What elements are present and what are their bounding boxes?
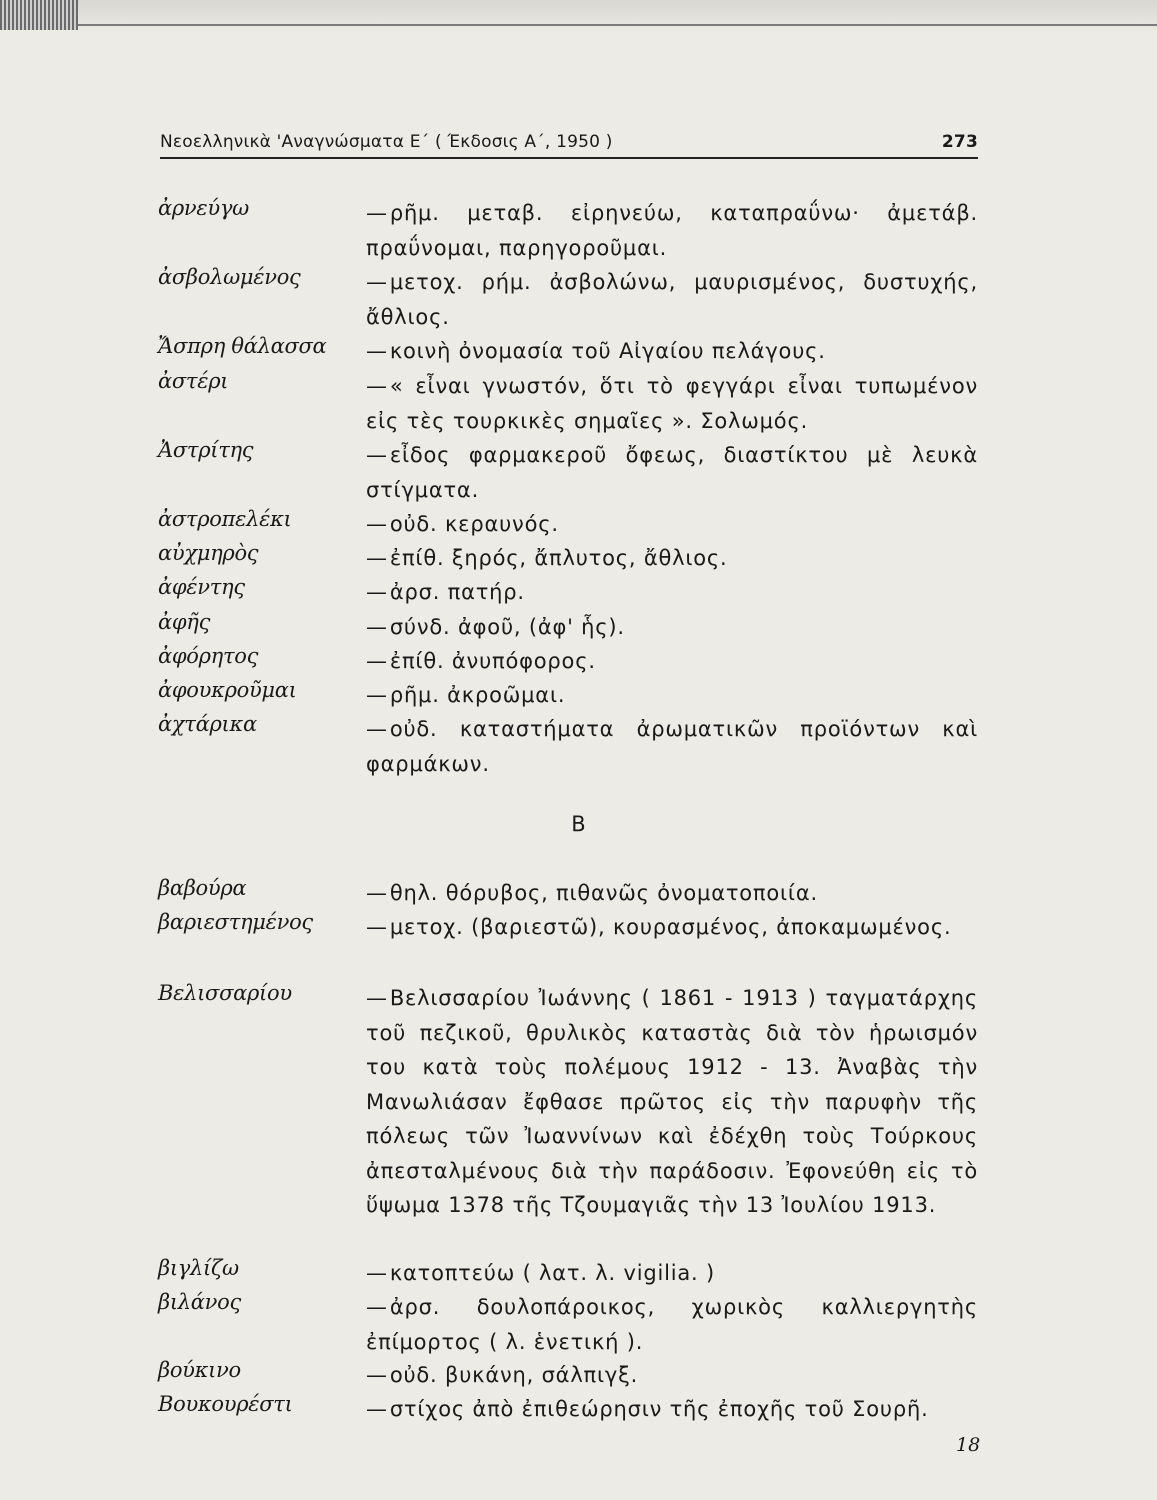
glossary-definition: —ἀρσ. πατήρ.: [366, 580, 525, 604]
book-spine-edge: [0, 0, 78, 30]
glossary-term: βαριεστημένος: [158, 910, 313, 934]
glossary-definition: —οὐδ. βυκάνη, σάλπιγξ.: [366, 1363, 639, 1387]
glossary-term: Βουκουρέστι: [158, 1392, 293, 1416]
glossary-term: βαβούρα: [158, 876, 247, 900]
glossary-definition: —στίχος ἀπὸ ἐπιθεώρησιν τῆς ἐποχῆς τοῦ Σουρῆ.: [366, 1397, 929, 1421]
header-rule: [160, 157, 978, 159]
scanned-page-top-edge: [0, 0, 1157, 34]
glossary-term: ἀφῆς: [158, 610, 211, 634]
glossary-term: Ἀστρίτης: [158, 438, 254, 462]
glossary-definition: —εἶδος φαρμακεροῦ ὄφεως, διαστίκτου μὲ λευκὰ στίγματα.: [366, 443, 978, 502]
glossary-definition: —« εἶναι γνωστόν, ὅτι τὸ φεγγάρι εἶναι τυπωμένον εἰς τὲς τουρκικὲς σημαῖες ». Σολωμός.: [366, 374, 978, 433]
glossary-term: ἀρνεύγω: [158, 196, 249, 220]
glossary-definition: —σύνδ. ἀφοῦ, (ἀφ' ἧς).: [366, 615, 625, 639]
glossary-definition: —ἀρσ. δουλοπάροικος, χωρικὸς καλλιεργητὴς ἐπίμορτος ( λ. ἑνετική ).: [366, 1295, 978, 1354]
glossary-term: ἀφόρητος: [158, 644, 259, 668]
running-header-title: Νεοελληνικὰ 'Αναγνώσματα Ε΄ ( Έκδοσις Α΄, 1950 ): [160, 132, 613, 152]
glossary-definition: —Βελισσαρίου Ἰωάννης ( 1861 - 1913 ) ταγματάρχης τοῦ πεζικοῦ, θρυλικὸς καταστὰς διὰ τὸν ἡρωισμόν του κατὰ τοὺς πολέμους 1912 - 13. Ἀναβὰς τὴν Μανωλιάσαν ἔφθασε πρῶτος εἰς τὴν παρυφὴν τῆς πόλεως τῶν Ἰωαννίνων καὶ ἐδέχθη τοὺς Τούρκους ἀπεσταλμένους διὰ τὴν παράδοσιν. Ἐφονεύθη εἰς τὸ ὕψωμα 1378 τῆς Τζουμαγιᾶς τὴν 13 Ἰουλίου 1913.: [366, 986, 978, 1217]
running-header: [160, 130, 978, 158]
glossary-term: βιγλίζω: [158, 1256, 239, 1280]
glossary-term: αὐχμηρὸς: [158, 541, 259, 565]
glossary-definition: —ρῆμ. ἀκροῶμαι.: [366, 683, 566, 707]
glossary-definition: —θηλ. θόρυβος, πιθανῶς ὀνοματοποιία.: [366, 881, 818, 905]
glossary-term: ἀχτάρικα: [158, 712, 257, 736]
glossary-definition: —οὐδ. καταστήματα ἀρωματικῶν προϊόντων καὶ φαρμάκων.: [366, 717, 978, 776]
glossary-definition: —κατοπτεύω ( λατ. λ. vigilia. ): [366, 1261, 715, 1285]
glossary-definition: —ἐπίθ. ξηρός, ἄπλυτος, ἄθλιος.: [366, 546, 728, 570]
glossary-term: βούκινο: [158, 1358, 241, 1382]
glossary-term: Ἄσπρη θάλασσα: [158, 334, 327, 358]
glossary-definition: —οὐδ. κεραυνός.: [366, 512, 559, 536]
section-letter: Β: [571, 812, 586, 836]
glossary-term: ἀσβολωμένος: [158, 265, 301, 289]
glossary-term: ἀφέντης: [158, 575, 245, 599]
glossary-term: βιλάνος: [158, 1290, 241, 1314]
glossary-term: ἀστροπελέκι: [158, 507, 292, 531]
glossary-definition: —μετοχ. (βαριεστῶ), κουρασμένος, ἀποκαμωμένος.: [366, 915, 952, 939]
glossary-definition: —μετοχ. ρήμ. ἀσβολώνω, μαυρισμένος, δυστυχής, ἄθλιος.: [366, 270, 978, 329]
signature-mark: 18: [956, 1434, 981, 1456]
top-edge-rule: [78, 24, 1157, 26]
glossary-definition: —ἐπίθ. ἀνυπόφορος.: [366, 649, 596, 673]
glossary-definition: —ρῆμ. μεταβ. εἰρηνεύω, καταπραΰνω· ἀμετάβ. πραΰνομαι, παρηγοροῦμαι.: [366, 201, 978, 260]
glossary-term: ἀστέρι: [158, 369, 229, 393]
page-number: 273: [941, 132, 978, 152]
glossary-definition: —κοινὴ ὀνομασία τοῦ Αἰγαίου πελάγους.: [366, 339, 826, 363]
glossary-term: ἀφουκροῦμαι: [158, 678, 297, 702]
glossary-term: Βελισσαρίου: [158, 981, 292, 1005]
